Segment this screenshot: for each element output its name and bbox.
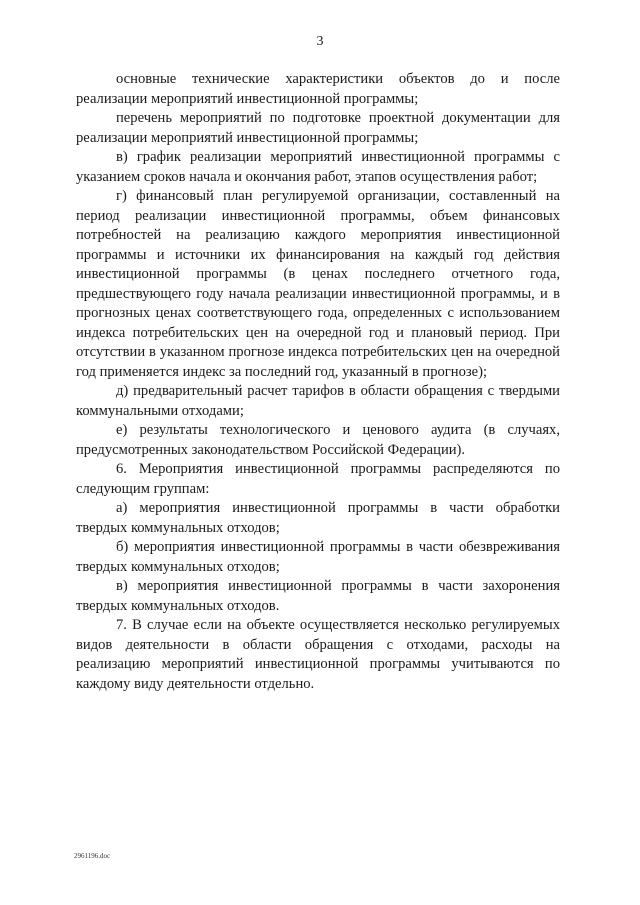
paragraph-item-b-neutralization: б) мероприятия инвестиционной программы в части обезвреживания твердых коммунальных отходов; (76, 539, 560, 575)
paragraph-item-d-tariff-calculation: д) предварительный расчет тарифов в области обращения с твердыми коммунальными отходами; (76, 383, 560, 419)
paragraph-design-documentation: перечень мероприятий по подготовке проектной документации для реализации мероприятий инвестиционной программы; (76, 110, 560, 146)
paragraph-section-6: 6. Мероприятия инвестиционной программы распределяются по следующим группам: (76, 461, 560, 497)
document-body (76, 70, 560, 694)
paragraph-item-a-processing: а) мероприятия инвестиционной программы в части обработки твердых коммунальных отходов; (76, 500, 560, 536)
paragraph-technical-characteristics: основные технические характеристики объектов до и после реализации мероприятий инвестиционной программы; (76, 71, 560, 107)
footer-filename: 2961196.doc (74, 852, 111, 860)
paragraph-item-v-schedule: в) график реализации мероприятий инвестиционной программы с указанием сроков начала и окончания работ, этапов осуществления работ; (76, 149, 560, 185)
page-number: 3 (316, 34, 324, 49)
paragraph-item-g-financial-plan: г) финансовый план регулируемой организации, составленный на период реализации инвестиционной программы, объем финансовых потребностей на реализацию каждого мероприятия инвестиционной программы и источники их финансирования на каждый год действия инвестиционной программы (в ценах последнего отчетного года, предшествующего году начала реализации инвестиционной программы, и в прогнозных ценах соответствующего года, определенных с использованием индекса потребительских цен на очередной год и плановый период. При отсутствии в указанном прогнозе индекса потребительских цен на очередной год применяется индекс за последний год, указанный в прогнозе); (76, 188, 560, 380)
paragraph-item-v-burial: в) мероприятия инвестиционной программы в части захоронения твердых коммунальных отходов. (76, 578, 560, 614)
paragraph-item-e-audit-results: е) результаты технологического и ценового аудита (в случаях, предусмотренных законодательством Российской Федерации). (76, 422, 560, 458)
paragraph-section-7: 7. В случае если на объекте осуществляется несколько регулируемых видов деятельности в области обращения с отходами, расходы на реализацию мероприятий инвестиционной программы учитываются по каждому виду деятельности отдельно. (76, 617, 560, 692)
